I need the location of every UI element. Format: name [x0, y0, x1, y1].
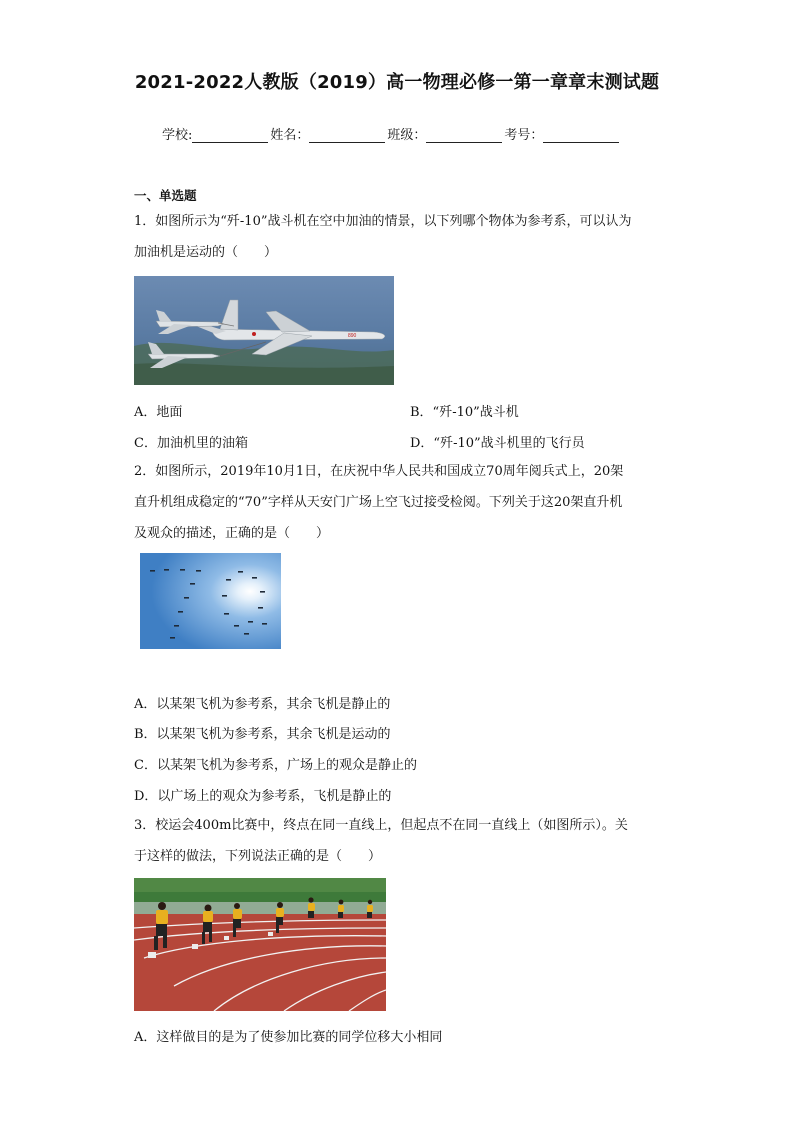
name-label: 姓名： [270, 128, 310, 143]
class-label: 班级： [387, 128, 427, 143]
section-title: 一、单选题 [134, 188, 197, 203]
question-2-option-a[interactable]: A．以某架飞机为参考系，其余飞机是静止的 [134, 697, 391, 712]
school-label: 学校: [162, 128, 193, 143]
sky [140, 553, 281, 649]
question-3-stem [134, 810, 674, 872]
question-3-line-2: 于这样的做法，下列说法正确的是（ ） [134, 849, 382, 864]
question-2-line-2: 直升机组成稳定的“70”字样从天安门广场上空飞过接受检阅。下列关于这20架直升机 [134, 495, 623, 510]
question-1-line-1: 1．如图所示为“歼-10”战斗机在空中加油的情景，以下列哪个物体为参考系，可以认为 [134, 214, 632, 229]
question-3-line-1: 3．校运会400m比赛中，终点在同一直线上，但起点不在同一直线上（如图所示）。关 [134, 818, 628, 833]
question-1-line-2: 加油机是运动的（ ） [134, 245, 278, 260]
question-2-option-d[interactable]: D．以广场上的观众为参考系，飞机是静止的 [134, 789, 392, 804]
tanker-number: 890 [348, 333, 357, 339]
question-3-option-a[interactable]: A．这样做目的是为了使参加比赛的同学位移大小相同 [134, 1030, 443, 1045]
refueling-photo [134, 276, 394, 385]
question-2-option-b[interactable]: B．以某架飞机为参考系，其余飞机是运动的 [134, 727, 391, 742]
question-2-stem [134, 456, 674, 549]
running-track-photo [134, 878, 386, 1011]
question-1-option-a[interactable]: A．地面 [134, 405, 183, 420]
question-1-stem [134, 206, 674, 268]
fence [134, 902, 386, 916]
school-blank[interactable] [192, 128, 268, 143]
class-blank[interactable] [426, 128, 502, 143]
id-blank[interactable] [543, 128, 619, 143]
question-1-option-d[interactable]: D．“歼-10”战斗机里的飞行员 [410, 436, 585, 451]
helicopter-formation-photo [140, 553, 281, 649]
page-title: 2021-2022人教版（2019）高一物理必修一第一章章末测试题 [134, 72, 660, 93]
question-2-line-1: 2．如图所示，2019年10月1日，在庆祝中华人民共和国成立70周年阅兵式上，20架 [134, 464, 624, 479]
name-blank[interactable] [309, 128, 385, 143]
question-1-option-b[interactable]: B．“歼-10”战斗机 [410, 405, 519, 420]
question-3-image-running-track [134, 878, 386, 1011]
question-1-image-refueling-jets [134, 276, 394, 385]
id-label: 考号： [504, 128, 544, 143]
question-1-option-c[interactable]: C．加油机里的油箱 [134, 436, 248, 451]
question-2-image-helicopter-formation [140, 553, 281, 649]
question-2-option-c[interactable]: C．以某架飞机为参考系，广场上的观众是静止的 [134, 758, 417, 773]
student-info-line [162, 124, 621, 143]
question-2-line-3: 及观众的描述，正确的是（ ） [134, 526, 330, 541]
